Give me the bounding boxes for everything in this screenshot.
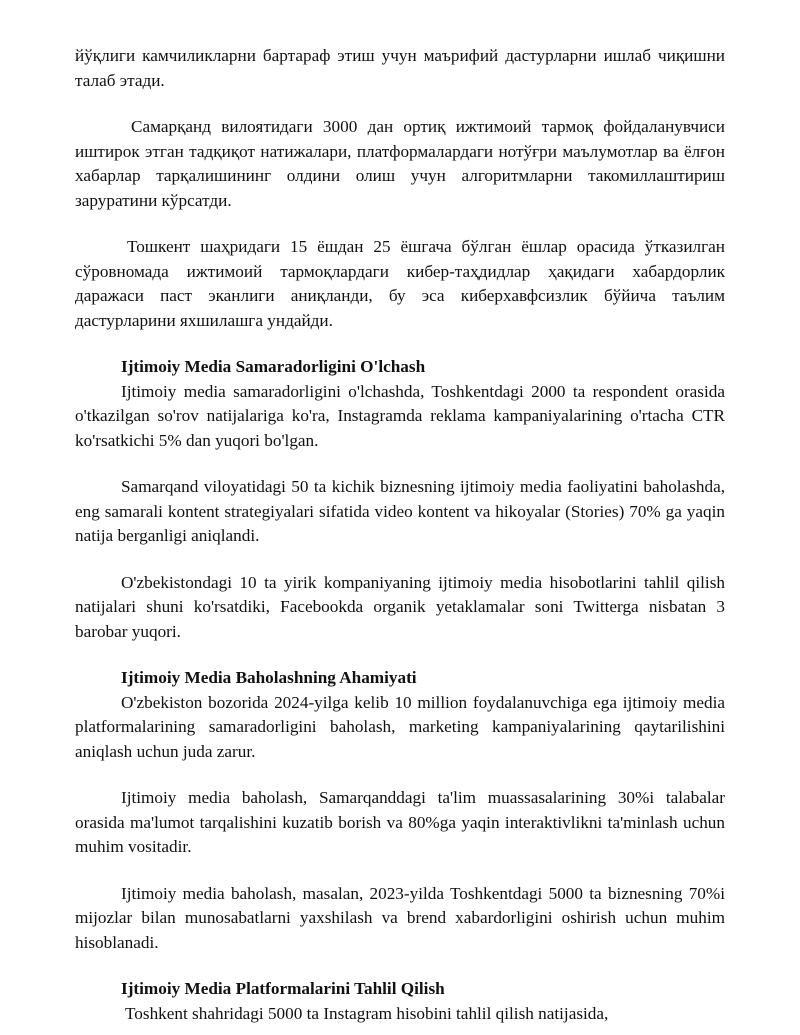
paragraph-continuation: йўқлиги камчиликларни бартараф этиш учун маърифий дастурларни ишлаб чиқишни талаб этади. xyxy=(75,46,725,90)
section-heading-platform-analysis: Ijtimoiy Media Platformalarini Tahlil Qilish xyxy=(121,979,445,998)
section-heading-effectiveness: Ijtimoiy Media Samaradorligini O'lchash xyxy=(121,357,426,376)
paragraph-importance-3: Ijtimoiy media baholash, masalan, 2023-yilda Toshkentdagi 5000 ta biznesning 70%i mijozlar bilan munosabatlarni yaxshilash va brend xabardorligini oshirish uchun muhim hisoblanadi. xyxy=(75,883,725,952)
section-heading-importance: Ijtimoiy Media Baholashning Ahamiyati xyxy=(121,668,417,687)
paragraph-effectiveness-3: O'zbekistondagi 10 ta yirik kompaniyaning ijtimoiy media hisobotlarini tahlil qilish natijalari shuni ko'rsatdiki, Facebookda organik yetaklamalar soni Twitterga nisbatan 3 barobar yuqori. xyxy=(75,572,725,641)
paragraph-samarkand-study: Самарқанд вилоятидаги 3000 дан ортиқ ижтимоий тармоқ фойдаланувчиси иштирок этган тадқиқот натижалари, платформалардаги нотўғри маълумотлар ва ёлғон хабарлар тарқалишининг олдини олиш учун алгоритмларни такомиллаштириш заруратини кўрсатди. xyxy=(75,117,725,210)
paragraph-importance-2: Ijtimoiy media baholash, Samarqanddagi ta'lim muassasalarining 30%i talabalar orasida ma'lumot tarqalishini kuzatib borish va 80%ga yaqin interaktivlikni ta'minlash uchun muhim vositadir. xyxy=(75,788,725,856)
paragraph-importance-1: O'zbekiston bozorida 2024-yilga kelib 10 million foydalanuvchiga ega ijtimoiy media platformalarining samaradorligini baholash, marketing kampaniyalarining qaytarilishini aniqlash uchun juda zarur. xyxy=(75,692,725,761)
paragraph-tashkent-survey: Тошкент шаҳридаги 15 ёшдан 25 ёшгача бўлган ёшлар орасида ўтказилган сўровномада ижтимоий тармоқлардаги кибер-таҳдидлар ҳақидаги хабардорлик даражаси паст эканлиги аниқланди, бу эса киберхавфсизлик бўйича таълим дастурларини яхшилашга ундайди. xyxy=(75,237,725,330)
paragraph-effectiveness-2: Samarqand viloyatidagi 50 ta kichik biznesning ijtimoiy media faoliyatini baholashda, eng samarali kontent strategiyalari sifatida video kontent va hikoyalar (Stories) 70% ga yaqin natija berganligi aniqlandi. xyxy=(75,477,725,545)
document-page xyxy=(75,44,725,1026)
paragraph-platform-analysis-1: Toshkent shahridagi 5000 ta Instagram hisobini tahlil qilish natijasida, xyxy=(125,1003,609,1023)
paragraph-effectiveness-1: Ijtimoiy media samaradorligini o'lchashda, Toshkentdagi 2000 ta respondent orasida o'tkazilgan so'rov natijalariga ko'ra, Instagramda reklama kampaniyalarining o'rtacha CTR ko'rsatkichi 5% dan yuqori bo'lgan. xyxy=(75,381,725,450)
